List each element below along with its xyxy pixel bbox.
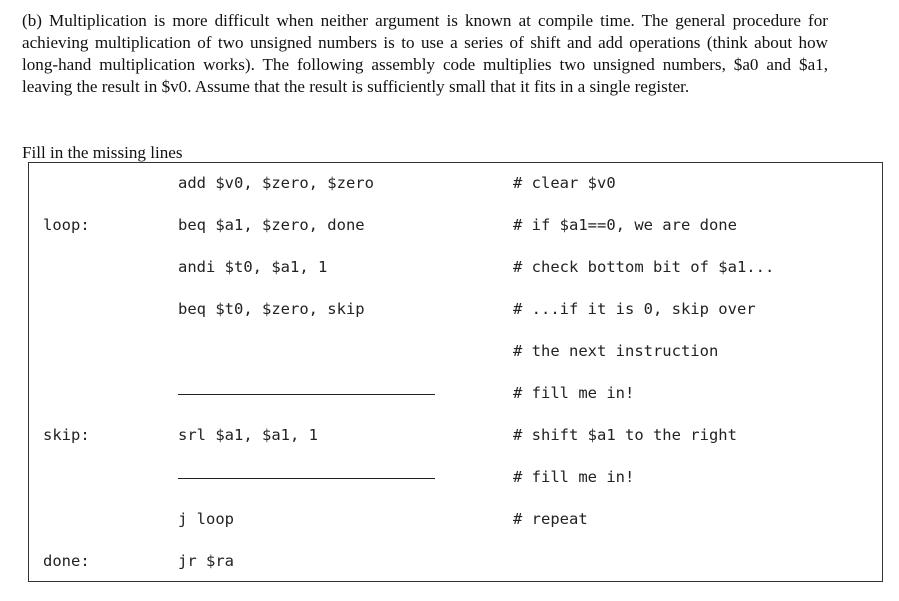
instruction: beq $t0, $zero, skip [178, 300, 365, 318]
code-label: loop: [43, 216, 90, 234]
code-row [29, 549, 882, 573]
code-row [29, 423, 882, 447]
instruction: j loop [178, 510, 234, 528]
code-row [29, 297, 882, 321]
assembly-code-box [28, 162, 883, 582]
comment: # fill me in! [513, 384, 635, 402]
comment: # the next instruction [513, 342, 719, 360]
problem-paragraph: (b) Multiplication is more difficult when neither argument is known at compile time. The general procedure for achieving multiplication of two unsigned numbers is to use a series of shift and add operations (think about how long-hand multiplication works). The following assembly code multiplies two unsigned numbers, $a0 and $a1, leaving the result in $v0. Assume that the result is sufficiently small that it fits in a single register. [22, 11, 828, 96]
comment: # fill me in! [513, 468, 635, 486]
code-row [29, 465, 882, 489]
fill-in-blank-2[interactable] [178, 478, 435, 479]
comment: # repeat [513, 510, 588, 528]
comment: # clear $v0 [513, 174, 616, 192]
comment: # shift $a1 to the right [513, 426, 737, 444]
instruction: andi $t0, $a1, 1 [178, 258, 328, 276]
comment: # ...if it is 0, skip over [513, 300, 756, 318]
comment: # check bottom bit of $a1... [513, 258, 775, 276]
code-label: skip: [43, 426, 90, 444]
code-row [29, 339, 882, 363]
code-row [29, 255, 882, 279]
code-label: done: [43, 552, 90, 570]
fill-in-blank-1[interactable] [178, 394, 435, 395]
instruction: add $v0, $zero, $zero [178, 174, 374, 192]
code-row [29, 507, 882, 531]
code-row [29, 213, 882, 237]
instruction: srl $a1, $a1, 1 [178, 426, 318, 444]
instruction: jr $ra [178, 552, 234, 570]
fill-in-heading: Fill in the missing lines [22, 143, 183, 162]
comment: # if $a1==0, we are done [513, 216, 737, 234]
code-row [29, 381, 882, 405]
code-row [29, 171, 882, 195]
instruction: beq $a1, $zero, done [178, 216, 365, 234]
